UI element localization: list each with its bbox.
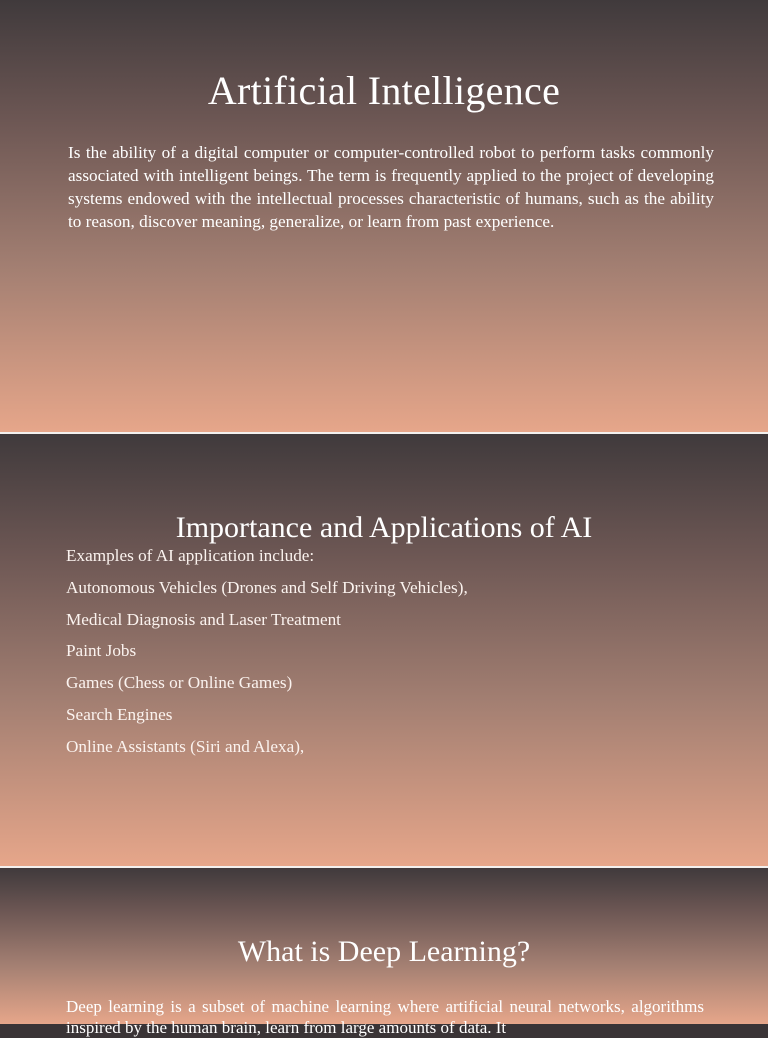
slide-title: What is Deep Learning? — [237, 934, 531, 968]
list-item: Search Engines — [66, 704, 173, 724]
slide-deep-learning — [0, 868, 768, 1037]
list-item: Autonomous Vehicles (Drones and Self Driving Vehicles), — [66, 577, 468, 597]
slide-body-text: Deep learning is a subset of machine learning where artificial neural networks, algorithms inspired by the human brain, learn from large amounts of data. It — [66, 997, 704, 1037]
slide-title: Importance and Applications of AI — [175, 510, 593, 544]
list-item: Examples of AI application include: — [66, 546, 315, 565]
list-item: Games (Chess or Online Games) — [66, 673, 293, 693]
list-item: Medical Diagnosis and Laser Treatment — [66, 609, 341, 629]
slide-importance-applications — [0, 434, 768, 866]
slide-title: Artificial Intelligence — [207, 67, 561, 113]
application-list — [66, 546, 468, 769]
list-item: Online Assistants (Siri and Alexa), — [66, 736, 305, 756]
slide-artificial-intelligence — [0, 0, 768, 432]
slide-body-text: Is the ability of a digital computer or computer-controlled robot to perform tasks commonly associated with intelligent beings. The term is frequently applied to the project of developing systems endowed with the intellectual processes characteristic of humans, such as the ability to reason, discover meaning, generalize, or learn from past experience. — [68, 143, 714, 232]
list-item: Paint Jobs — [66, 641, 137, 661]
